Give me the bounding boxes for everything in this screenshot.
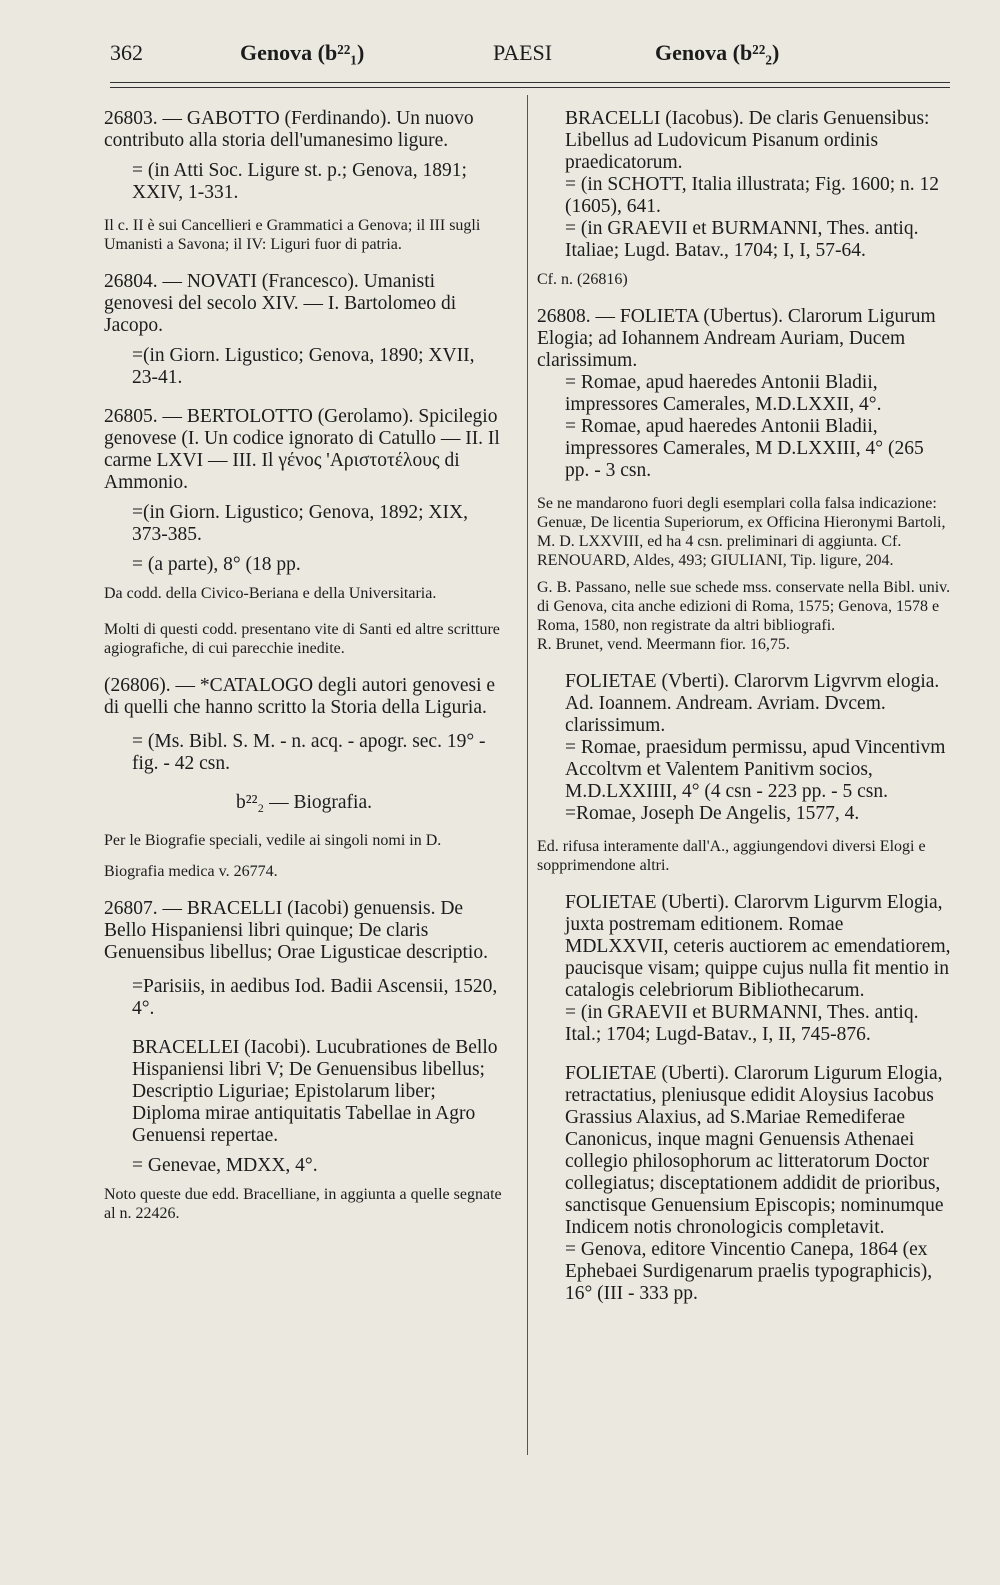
left-running-title: Genova (b²²₁) — [240, 40, 365, 65]
citation: BRACELLEI (Iacobi). Lucubrationes de Bello Hispaniensi libri V; De Genuensibus libellus; Descriptio Liguriae; Epistolarum liber; Diploma mirae antiquitatis Tabellae in Agro Genuensi repertae. — [132, 1037, 498, 1146]
citation: FOLIETAE (Uberti). Clarorvm Ligurvm Elogia, juxta postremam editionem. Romae MDLXXVII, ceteris auctiorem ac emendatiorem, paucisque visam; quippe cujus nulla fit mentio in catalogis celebriorum Bibliothecarum. — [565, 892, 951, 1001]
entry-26808: 26808. — FOLIETA (Ubertus). Clarorum Ligurum Elogia; ad Iohannem Andream Auriam, Ducem clarissimum. — [537, 306, 936, 371]
citation: = (in Atti Soc. Ligure st. p.; Genova, 1891; XXIV, 1-331. — [132, 160, 467, 203]
citation: FOLIETAE (Vberti). Clarorvm Ligvrvm elogia. Ad. Ioannem. Andream. Avriam. Dvcem. clarissimum. — [565, 671, 940, 736]
note: Cf. n. (26816) — [537, 271, 628, 288]
citation: = (in SCHOTT, Italia illustrata; Fig. 1600; n. 12 (1605), 641. — [565, 174, 940, 217]
note: Da codd. della Civico-Beriana e della Universitaria. — [104, 585, 437, 602]
citation: = (in GRAEVII et BURMANNI, Thes. antiq. Italiae; Lugd. Batav., 1704; I, I, 57-64. — [565, 218, 919, 261]
entry-26805: 26805. — BERTOLOTTO (Gerolamo). Spicilegio genovese (I. Un codice ignorato di Catullo — II. Il carme LXVI — III. Il γένος 'Αριστοτέλους di Ammonio. — [104, 406, 500, 493]
citation: = Romae, apud haeredes Antonii Bladii, impressores Camerales, M.D.LXXII, 4°. — [565, 372, 882, 415]
center-running-title: PAESI — [493, 40, 553, 65]
citation: = (Ms. Bibl. S. M. - n. acq. - apogr. sec. 19° - fig. - 42 csn. — [132, 731, 486, 774]
citation: = Romae, apud haeredes Antonii Bladii, impressores Camerales, M D.LXXIII, 4° (265 pp. - 3 csn. — [565, 416, 924, 481]
citation: =Parisiis, in aedibus Iod. Badii Ascensii, 1520, 4°. — [132, 976, 498, 1019]
column-divider — [527, 95, 528, 1455]
entry-26807: 26807. — BRACELLI (Iacobi) genuensis. De Bello Hispaniensi libri quinque; De claris Genuensibus libellus; Orae Ligusticae descriptio. — [104, 898, 488, 963]
note: Biografia medica v. 26774. — [104, 863, 278, 880]
citation: =Romae, Joseph De Angelis, 1577, 4. — [565, 803, 860, 824]
citation: = Genova, editore Vincentio Canepa, 1864 (ex Ephebaei Surdigenarum praelis typographicis), 16° (III - 333 pp. — [565, 1239, 933, 1304]
header-rule-thin — [110, 87, 950, 88]
left-column — [104, 108, 504, 1223]
entry-26804: 26804. — NOVATI (Francesco). Umanisti genovesi del secolo XIV. — I. Bartolomeo di Jacopo. — [104, 271, 457, 336]
right-running-title: Genova (b²²₂) — [655, 40, 780, 65]
note: Ed. rifusa interamente dall'A., aggiungendovi diversi Elogi e sopprimendone altri. — [537, 838, 926, 874]
citation: =(in Giorn. Ligustico; Genova, 1890; XVII, 23-41. — [132, 345, 475, 388]
citation: = Romae, praesidum permissu, apud Vincentivm Accoltvm et Valentem Panitivm socios, M.D.LXXIIII, 4° (4 csn - 223 pp. - 5 csn. — [565, 737, 946, 802]
note: Per le Biografie speciali, vedile ai singoli nomi in D. — [104, 832, 442, 849]
citation: = (in GRAEVII et BURMANNI, Thes. antiq. Ital.; 1704; Lugd-Batav., I, II, 745-876. — [565, 1002, 919, 1045]
section-heading: b²²₂ — Biografia. — [235, 792, 372, 813]
note: R. Brunet, vend. Meermann fior. 16,75. — [537, 636, 790, 653]
citation: =(in Giorn. Ligustico; Genova, 1892; XIX, 373-385. — [132, 502, 468, 545]
entry-26803: 26803. — GABOTTO (Ferdinando). Un nuovo contributo alla storia dell'umanesimo ligure. — [104, 108, 474, 151]
page-number: 362 — [110, 40, 143, 65]
right-column — [537, 108, 951, 1305]
header-rule — [110, 82, 950, 83]
note: Molti di questi codd. presentano vite di Santi ed altre scritture agiografiche, di cui parecchie inedite. — [104, 621, 500, 657]
citation: FOLIETAE (Uberti). Clarorum Ligurum Elogia, retractatius, pleniusque edidit Aloysius Iacobus Grassius Alaxius, ad S.Mariae Remediferae Canonicus, inque magni Genuensis Athenaei collegio philosophorum ac litteratorum Doctor collegiatus; disceptationem addidit de prioribus, sanctisque Genuensium Episcopis; nominumque Indicem notis chronologicis completavit. — [565, 1063, 944, 1238]
note: Il c. II è sui Cancellieri e Grammatici a Genova; il III sugli Umanisti a Savona; il IV: Liguri fuor di patria. — [104, 217, 481, 253]
citation: BRACELLI (Iacobus). De claris Genuensibus: Libellus ad Ludovicum Pisanum ordinis praedicatorum. — [565, 108, 930, 173]
note: G. B. Passano, nelle sue schede mss. conservate nella Bibl. univ. di Genova, cita anche edizioni di Roma, 1575; Genova, 1578 e Roma, 1580, non registrate da altri bibliografi. — [537, 579, 951, 634]
citation: = Genevae, MDXX, 4°. — [132, 1155, 318, 1176]
entry-26806: (26806). — *CATALOGO degli autori genovesi e di quelli che hanno scritto la Storia della Liguria. — [104, 675, 496, 718]
note: Se ne mandarono fuori degli esemplari colla falsa indicazione: Genuæ, De licentia Superiorum, ex Officina Hieronymi Bartoli, M. D. LXXVIII, ed ha 4 csn. preliminari di aggiunta. Cf. RENOUARD, Aldes, 493; GIULIANI, Tip. ligure, 204. — [537, 495, 946, 569]
citation: = (a parte), 8° (18 pp. — [132, 554, 301, 575]
note: Noto queste due edd. Bracelliane, in aggiunta a quelle segnate al n. 22426. — [104, 1186, 502, 1222]
